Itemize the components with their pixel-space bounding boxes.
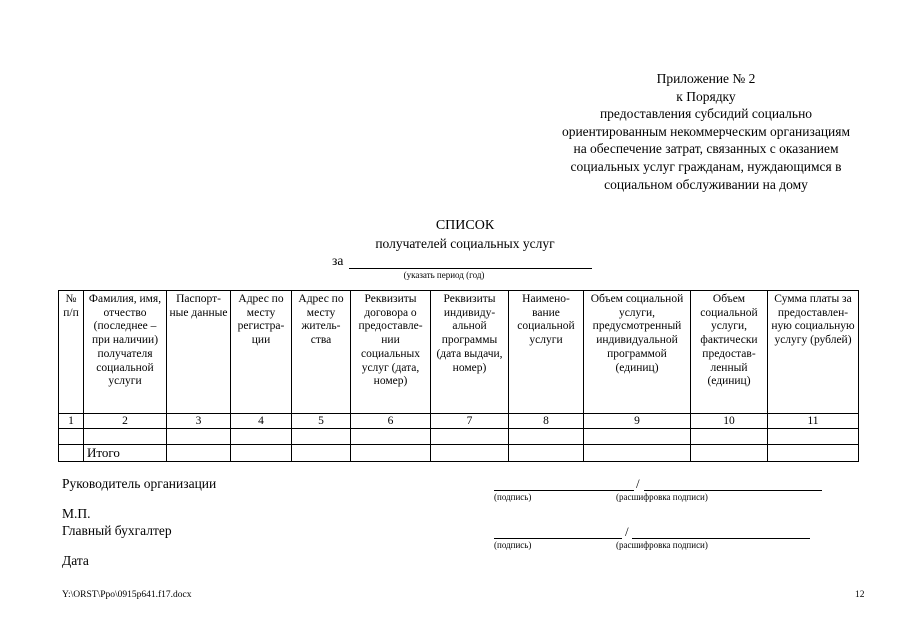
column-number: 11 — [768, 414, 859, 429]
table-cell[interactable] — [509, 445, 584, 462]
appendix-line: Приложение № 2 — [656, 71, 756, 86]
head-decode-line[interactable] — [644, 490, 822, 491]
column-header: Паспорт-ные данные — [167, 291, 231, 414]
table-cell[interactable] — [59, 445, 84, 462]
column-number: 1 — [59, 414, 84, 429]
stamp-label: М.П. — [62, 506, 91, 521]
column-header: № п/п — [59, 291, 84, 414]
appendix-block — [536, 70, 876, 193]
table-cell[interactable] — [292, 445, 351, 462]
decode-hint: (расшифровка подписи) — [616, 540, 708, 550]
page-number: 12 — [855, 590, 865, 600]
column-number-row — [59, 414, 859, 429]
date-label: Дата — [62, 553, 89, 568]
table-cell[interactable] — [584, 445, 691, 462]
column-header: Объем социальной услуги, предусмотренный индивидуальной программой (единиц) — [584, 291, 691, 414]
column-number: 2 — [84, 414, 167, 429]
signature-hint: (подпись) — [494, 540, 532, 550]
table-cell[interactable] — [691, 429, 768, 445]
total-row — [59, 445, 859, 462]
appendix-line: социальном обслуживании на дому — [604, 176, 808, 192]
table-cell[interactable] — [351, 445, 431, 462]
table-cell[interactable] — [231, 429, 292, 445]
column-number: 6 — [351, 414, 431, 429]
recipients-table — [58, 290, 859, 462]
appendix-line: предоставления субсидий социально — [599, 106, 813, 122]
period-hint: (указать период (год) — [403, 270, 485, 280]
column-header: Адрес по месту житель-ства — [292, 291, 351, 414]
table-row — [59, 429, 859, 445]
head-signature-line[interactable] — [494, 490, 634, 491]
column-header: Реквизиты индивиду-альной программы (дата выдачи, номер) — [431, 291, 509, 414]
table-cell[interactable] — [768, 445, 859, 462]
column-header: Реквизиты договора о предоставле-нии социальных услуг (дата, номер) — [351, 291, 431, 414]
table-cell[interactable] — [691, 445, 768, 462]
table-header-row — [59, 291, 859, 414]
column-number: 4 — [231, 414, 292, 429]
column-number: 10 — [691, 414, 768, 429]
accountant-signature-line[interactable] — [494, 538, 622, 539]
table-cell[interactable] — [59, 429, 84, 445]
file-path: Y:\ORST\Ppo\0915p641.f17.docx — [62, 590, 192, 600]
table-cell[interactable] — [431, 445, 509, 462]
column-header: Фамилия, имя, отчество (последнее – при наличии) получателя социальной услуги — [84, 291, 167, 414]
document-subtitle: получателей социальных услуг — [375, 236, 555, 251]
signature-separator: / — [625, 524, 629, 539]
column-header: Объем социальной услуги, фактически предостав-ленный (единиц) — [691, 291, 768, 414]
table-cell[interactable] — [431, 429, 509, 445]
column-number: 7 — [431, 414, 509, 429]
chief-accountant-label: Главный бухгалтер — [62, 523, 172, 538]
accountant-decode-line[interactable] — [632, 538, 810, 539]
table-cell[interactable] — [584, 429, 691, 445]
column-header: Сумма платы за предоставлен-ную социальную услугу (рублей) — [768, 291, 859, 414]
head-of-organization-label: Руководитель организации — [62, 476, 217, 491]
table-cell[interactable] — [292, 429, 351, 445]
document-title: СПИСОК — [435, 218, 495, 233]
column-number: 3 — [167, 414, 231, 429]
decode-hint: (расшифровка подписи) — [616, 492, 708, 502]
appendix-line: на обеспечение затрат, связанных с оказанием — [573, 141, 839, 157]
table-cell[interactable] — [768, 429, 859, 445]
table-cell[interactable] — [167, 445, 231, 462]
signature-separator: / — [636, 476, 640, 491]
table-cell[interactable] — [84, 429, 167, 445]
total-label: Итого — [84, 445, 167, 462]
appendix-line: к Порядку — [676, 88, 736, 104]
period-prefix: за — [332, 253, 344, 268]
period-field-line[interactable] — [349, 268, 592, 269]
appendix-line: ориентированным некоммерческим организациям — [561, 123, 851, 139]
column-number: 5 — [292, 414, 351, 429]
signature-hint: (подпись) — [494, 492, 532, 502]
table-cell[interactable] — [509, 429, 584, 445]
appendix-line: социальных услуг гражданам, нуждающимся в — [570, 158, 842, 174]
column-number: 8 — [509, 414, 584, 429]
column-number: 9 — [584, 414, 691, 429]
table-cell[interactable] — [351, 429, 431, 445]
column-header: Наимено-вание социальной услуги — [509, 291, 584, 414]
table-cell[interactable] — [167, 429, 231, 445]
table-cell[interactable] — [231, 445, 292, 462]
column-header: Адрес по месту регистра-ции — [231, 291, 292, 414]
